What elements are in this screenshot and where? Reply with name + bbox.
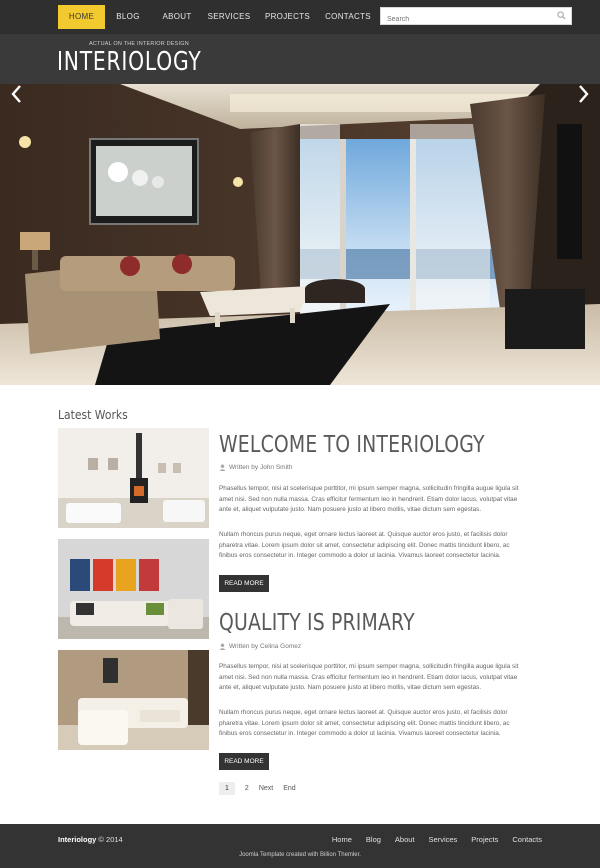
page-link-2[interactable]: 2 [244,784,249,792]
site-header [0,34,600,84]
footer-brand: Interiology [58,835,97,844]
slider-prev-arrow[interactable] [10,84,22,104]
work-thumbnail-3[interactable] [58,650,209,750]
footer-copyright [58,835,123,844]
footer-link-blog[interactable]: Blog [365,835,381,844]
nav-item-home[interactable]: HOME [58,5,105,29]
article-paragraph-2b: Nullam rhoncus purus neque, eget ornare lectus laoreet at. Quisque auctor eros justo, et facilisis dolor pharetra vitae. Lorem ipsum dolor sit amet, consectetur adipiscing elit. Donec mattis tincidunt libero, ac finibus eros consectetur in. Integer commodo a dolor ut lacinia. Vivamus laoreet consectetur lacinia. [219,709,510,737]
nav-item-services[interactable]: SERVICES [207,12,251,21]
work-thumbnail-image [58,428,209,528]
footer-link-contacts[interactable]: Contacts [512,835,542,844]
article-title-1[interactable]: WELCOME TO INTERIOLOGY [219,432,485,458]
nav-item-blog[interactable]: BLOG [116,12,140,21]
article-byline-1 [219,464,292,471]
top-navigation-bar [0,0,600,34]
main-nav [58,5,376,29]
work-thumbnail-2[interactable] [58,539,209,639]
footer-nav [318,835,542,844]
article-paragraph-2a: Phasellus tempor, nisi at scelerisque porttitor, mi ipsum semper magna, sollicitudin fringilla augue ligula sit amet nisi. Sed non nulla massa. Cras efficitur fermentum leo in hendrerit. Etiam dolor lacus, volutpat vitae ante et, aliquet vulputate justo. Nam posuere justo at libero mollis, vitae dictum sem egestas. [219,663,519,691]
latest-works-heading: Latest Works [58,408,128,422]
nav-item-contacts[interactable]: CONTACTS [325,12,371,21]
site-tagline: ACTUAL ON THE INTERIOR DESIGN [89,41,189,47]
hero-image [0,84,600,385]
footer-link-projects[interactable]: Projects [471,835,499,844]
article-paragraph-1b: Nullam rhoncus purus neque, eget ornare lectus laoreet at. Quisque auctor eros justo, et facilisis dolor pharetra vitae. Lorem ipsum dolor sit amet, consectetur adipiscing elit. Donec mattis tincidunt libero, ac finibus eros consectetur in. Integer commodo a dolor ut lacinia. Vivamus laoreet consectetur lacinia. [219,531,510,559]
article-author-1: Written by John Smith [229,464,293,471]
user-icon [219,464,226,471]
page-link-next[interactable]: Next [258,784,274,792]
footer-link-services[interactable]: Services [428,835,458,844]
nav-item-about[interactable]: ABOUT [162,12,192,21]
article-title-2[interactable]: QUALITY IS PRIMARY [219,610,415,636]
footer-link-about[interactable]: About [394,835,415,844]
hero-slider [0,84,600,385]
search-box [380,7,572,25]
user-icon [219,643,226,650]
read-more-button-1[interactable]: READ MORE [219,575,269,592]
site-footer [0,824,600,868]
footer-link-home[interactable]: Home [331,835,352,844]
work-thumbnail-image [58,650,209,750]
page-link-current[interactable]: 1 [219,782,235,795]
search-input[interactable] [381,12,551,28]
search-icon[interactable] [557,11,566,20]
read-more-button-2[interactable]: READ MORE [219,753,269,770]
pagination [219,781,306,795]
footer-credit: Joomla Template created with Billion Themler. [239,852,361,858]
work-thumbnail-1[interactable] [58,428,209,528]
article-author-2: Written by Celina Gomez [229,643,302,650]
slider-next-arrow[interactable] [578,84,590,104]
footer-copyright-year: © 2014 [96,835,123,844]
site-logo[interactable]: INTERIOLOGY [57,47,202,77]
page-link-end[interactable]: End [283,784,296,792]
article-byline-2 [219,643,301,650]
work-thumbnail-image [58,539,209,639]
article-paragraph-1a: Phasellus tempor, nisi at scelerisque porttitor, mi ipsum semper magna, sollicitudin fringilla augue ligula sit amet nisi. Sed non nulla massa. Cras efficitur fermentum leo in hendrerit. Etiam dolor lacus, volutpat vitae ante et, aliquet vulputate justo. Nam posuere justo at libero mollis, vitae dictum sem egestas. [219,485,519,513]
nav-item-projects[interactable]: PROJECTS [264,12,311,21]
